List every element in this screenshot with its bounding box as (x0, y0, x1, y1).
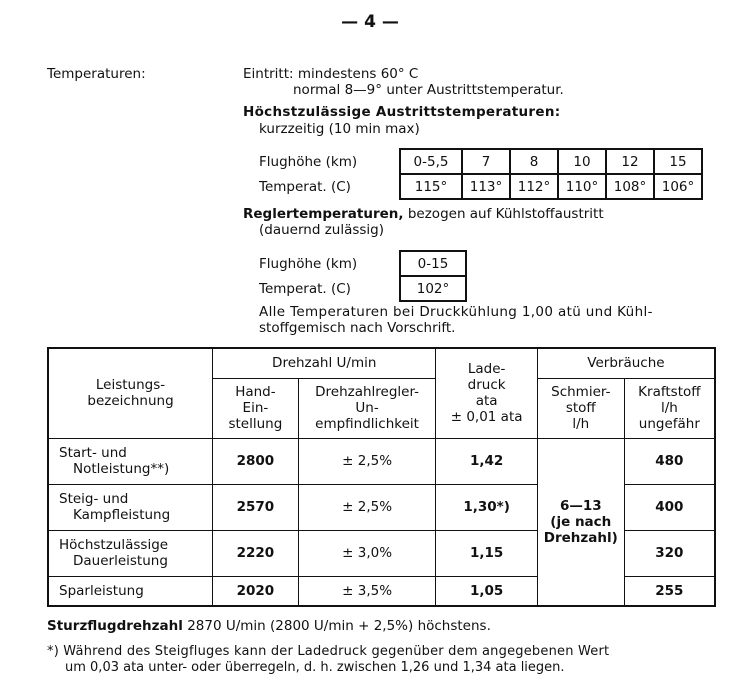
schmier-merged (537, 438, 624, 606)
row-name (48, 484, 213, 530)
austritt-temp-row (259, 174, 702, 199)
regler-temp-row (259, 276, 466, 301)
footnote-line2: um 0,03 ata unter- oder überregeln, d. h. zwischen 1,26 und 1,34 ata liegen. (65, 660, 565, 675)
row-kraft: 400 (624, 484, 715, 530)
header-regler-1: Drehzahlregler- (315, 384, 420, 400)
regler-heading-bold: Reglertemperaturen, (243, 206, 404, 222)
header-leistung-1: Leistungs- (95, 377, 166, 394)
regler-height-row (259, 251, 466, 276)
row-regler: ± 2,5% (298, 438, 436, 484)
regler-height-label: Flughöhe (km) (259, 255, 358, 272)
sturzflug-rest: 2870 U/min (2800 U/min + 2,5%) höchstens. (187, 618, 491, 634)
row-name (48, 530, 213, 576)
regler-temp-cell: 102° (400, 276, 466, 301)
note-line1: Alle Temperaturen bei Druckkühlung 1,00 atü und Kühl- (259, 304, 653, 320)
row-lade: 1,05 (436, 576, 537, 606)
row-hand: 2020 (213, 576, 299, 606)
austritt-temp-label: Temperat. (C) (259, 178, 351, 195)
row-regler: ± 2,5% (298, 484, 436, 530)
section-label: Temperaturen: (47, 66, 146, 82)
header-leistung (48, 348, 213, 438)
header-hand-2: Ein- (242, 400, 269, 416)
header-schmier-2: stoff (565, 400, 596, 416)
austritt-temp-cell: 108° (606, 174, 654, 199)
row-regler: ± 3,0% (298, 530, 436, 576)
austritt-subheading: kurzzeitig (10 min max) (259, 121, 420, 137)
row-regler: ± 3,5% (298, 576, 436, 606)
row-name-2: Dauerleistung (73, 553, 168, 569)
regler-heading-rest: bezogen auf Kühlstoffaustritt (407, 206, 604, 222)
austritt-temp-cell: 113° (462, 174, 510, 199)
row-lade: 1,42 (436, 438, 537, 484)
performance-table (47, 347, 716, 607)
austritt-height-cell: 15 (654, 149, 702, 174)
austritt-temp-cell: 112° (510, 174, 558, 199)
header-lade-2: druck (467, 377, 506, 394)
austritt-height-cell: 7 (462, 149, 510, 174)
page-number: — 4 — (341, 12, 399, 32)
regler-heading (243, 206, 604, 222)
eintritt-line1: Eintritt: mindestens 60° C (243, 66, 419, 82)
row-kraft: 255 (624, 576, 715, 606)
row-name: Sparleistung (48, 576, 213, 606)
header-kraft-1: Kraftstoff (638, 384, 701, 400)
header-regler-3: empfindlichkeit (315, 416, 419, 432)
footnote-line1: *) Während des Steigfluges kann der Ladedruck gegenüber dem angegebenen Wert (47, 644, 610, 659)
austritt-table (259, 148, 703, 200)
header-verbrauche: Verbräuche (537, 348, 715, 378)
row-name (48, 438, 213, 484)
header-lade-4: ± 0,01 ata (450, 409, 523, 426)
header-regler (298, 378, 436, 438)
austritt-height-label: Flughöhe (km) (259, 153, 358, 170)
header-hand (213, 378, 299, 438)
austritt-temp-cell: 115° (400, 174, 462, 199)
austritt-temp-cell: 106° (654, 174, 702, 199)
schmier-merged-1: 6—13 (559, 497, 602, 514)
header-kraft-3: ungefähr (638, 416, 700, 432)
header-kraft (624, 378, 715, 438)
row-hand: 2570 (213, 484, 299, 530)
sturzflug-bold: Sturzflugdrehzahl (47, 618, 183, 634)
austritt-height-cell: 12 (606, 149, 654, 174)
header-schmier-1: Schmier- (551, 384, 611, 400)
schmier-merged-3: Drehzahl) (543, 529, 618, 546)
regler-temp-label: Temperat. (C) (259, 280, 351, 297)
austritt-height-cell: 8 (510, 149, 558, 174)
row-hand: 2800 (213, 438, 299, 484)
header-leistung-2: bezeichnung (87, 393, 174, 410)
austritt-height-cell: 0-5,5 (400, 149, 462, 174)
header-regler-2: Un- (355, 400, 379, 416)
header-schmier-3: l/h (572, 416, 590, 432)
row-name-1: Steig- und (59, 491, 129, 507)
regler-subheading: (dauernd zulässig) (259, 222, 385, 238)
header-hand-1: Hand- (235, 384, 276, 400)
row-name-1: Start- und (59, 445, 127, 461)
row-lade: 1,30*) (436, 484, 537, 530)
austritt-height-cell: 10 (558, 149, 606, 174)
header-drehzahl: Drehzahl U/min (213, 348, 436, 378)
header-kraft-2: l/h (660, 400, 678, 416)
regler-table (259, 250, 467, 302)
eintritt-line2: normal 8—9° unter Austrittstemperatur. (293, 82, 564, 98)
row-name-2: Kampfleistung (73, 507, 171, 523)
schmier-merged-2: (je nach (550, 513, 612, 530)
row-lade: 1,15 (436, 530, 537, 576)
regler-height-cell: 0-15 (400, 251, 466, 276)
table-row (48, 438, 715, 484)
header-lade-1: Lade- (467, 361, 506, 378)
header-hand-3: stellung (228, 416, 283, 432)
row-name-1: Höchstzulässige (59, 537, 169, 553)
header-ladedruck (436, 348, 537, 438)
row-name-2: Notleistung**) (73, 461, 170, 477)
header-lade-3: ata (475, 393, 498, 410)
header-row-1 (48, 348, 715, 378)
row-kraft: 480 (624, 438, 715, 484)
row-hand: 2220 (213, 530, 299, 576)
row-kraft: 320 (624, 530, 715, 576)
austritt-temp-cell: 110° (558, 174, 606, 199)
austritt-heading: Höchstzulässige Austrittstemperaturen: (243, 104, 561, 120)
note-line2: stoffgemisch nach Vorschrift. (259, 320, 456, 336)
sturzflug-line (47, 618, 491, 634)
austritt-height-row (259, 149, 702, 174)
header-schmier (537, 378, 624, 438)
